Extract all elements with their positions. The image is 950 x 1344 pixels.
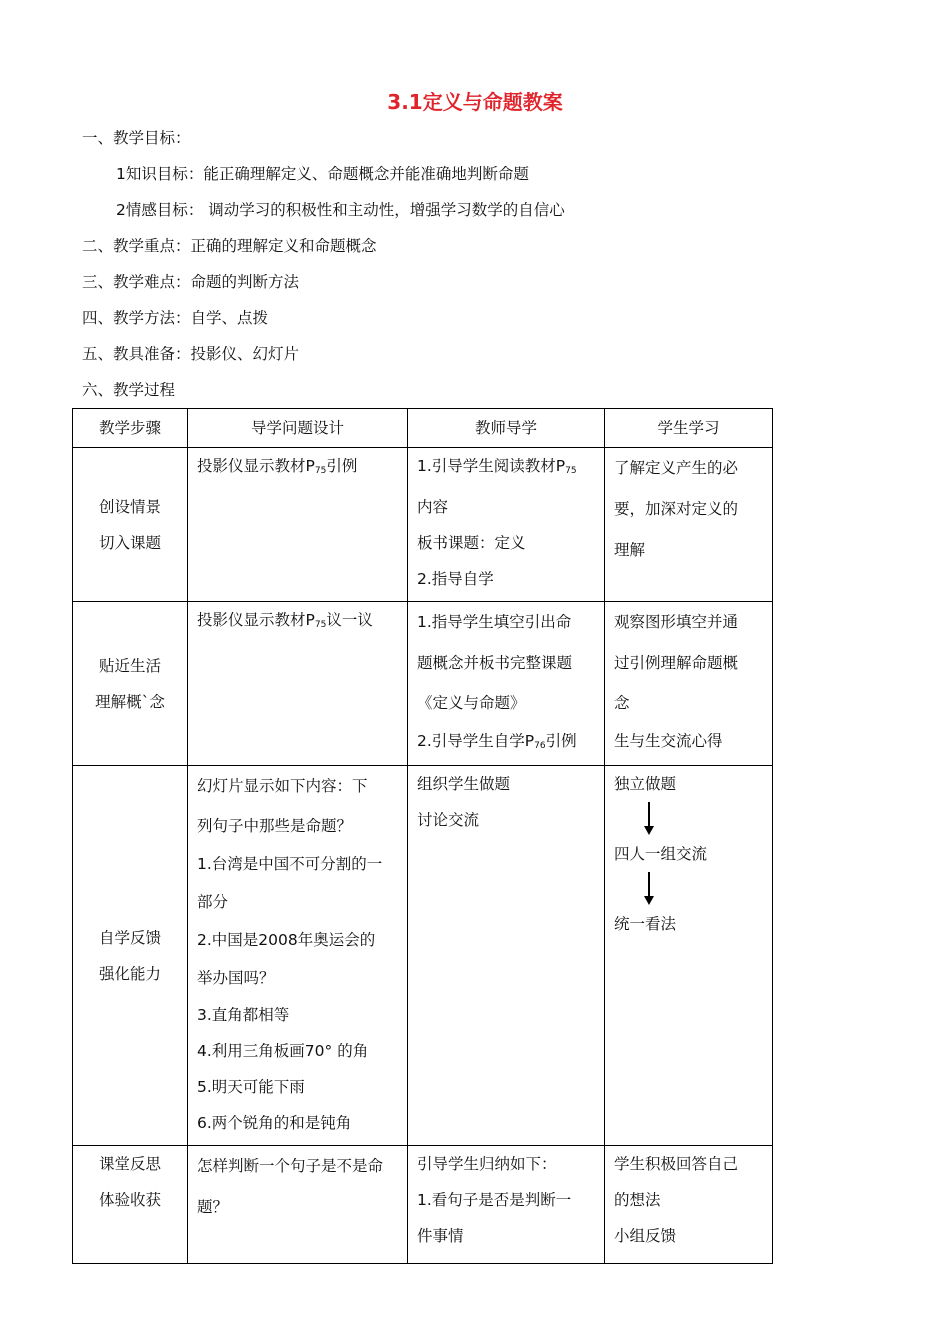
goal-emotion: 2情感目标： 调动学习的积极性和主动性，增强学习数学的自信心 [116, 201, 565, 219]
design-text: 5.明天可能下雨 [197, 1078, 305, 1096]
header-teacher: 教师导学 [408, 409, 605, 448]
down-arrow-icon [614, 802, 684, 836]
table-row [73, 766, 773, 1146]
step-label: 自学反馈 [98, 928, 161, 947]
design-text: 题？ [197, 1198, 229, 1216]
step-cell [73, 602, 188, 766]
student-text: 的想法 [614, 1191, 661, 1209]
table-row [73, 602, 773, 766]
design-cell [188, 766, 408, 1146]
student-text: 了解定义产生的必 [614, 459, 739, 477]
step-cell [73, 1146, 188, 1264]
teacher-text: 1.引导学生阅读教材$P_{75}$ [417, 457, 577, 476]
down-arrow-icon [614, 872, 684, 906]
header-student: 学生学习 [605, 409, 773, 448]
student-text: 小组反馈 [614, 1227, 677, 1245]
design-text: 1.台湾是中国不可分割的一 [197, 855, 383, 873]
step-label: 体验收获 [98, 1191, 161, 1209]
teacher-text: 组织学生做题 [417, 775, 511, 793]
design-text: 6.两个锐角的和是钝角 [197, 1114, 352, 1132]
design-cell [188, 1146, 408, 1264]
step-cell [73, 766, 188, 1146]
goal-knowledge: 1知识目标：能正确理解定义、命题概念并能准确地判断命题 [116, 165, 529, 183]
step-label: 贴近生活 [98, 656, 161, 675]
lesson-plan-table [72, 408, 773, 1264]
student-text: 统一看法 [614, 915, 677, 933]
student-text: 理解 [614, 541, 646, 559]
design-text: 列句子中那些是命题？ [197, 817, 353, 835]
design-text: 投影仪显示教材$P_{75}$引例 [197, 457, 358, 476]
teacher-cell [408, 448, 605, 602]
design-text: 投影仪显示教材$P_{75}$议一议 [197, 611, 373, 630]
student-text: 念 [614, 694, 630, 712]
table-header-row [73, 409, 773, 448]
document-title: 3.1定义与命题教案 [387, 90, 563, 114]
design-text: 4.利用三角板画70° 的角 [197, 1042, 369, 1060]
teacher-text: 件事情 [417, 1227, 464, 1245]
teacher-text: 1.指导学生填空引出命 [417, 613, 572, 631]
step-label: 强化能力 [98, 964, 161, 983]
teacher-text: 《定义与命题》 [417, 694, 526, 712]
student-text: 观察图形填空并通 [614, 613, 739, 631]
design-cell [188, 448, 408, 602]
goals-heading: 一、教学目标： [82, 129, 191, 147]
step-label: 切入课题 [98, 533, 161, 552]
step-label: 理解概`念 [95, 692, 165, 711]
teacher-text: 2.引导学生自学$P_{76}$引例 [417, 732, 577, 751]
design-text: 2.中国是2008年奥运会的 [197, 931, 376, 949]
teacher-text: 内容 [417, 498, 449, 516]
student-cell [605, 448, 773, 602]
design-text: 举办国吗？ [197, 969, 275, 987]
teacher-text: 讨论交流 [417, 811, 480, 829]
student-cell [605, 602, 773, 766]
design-text: 3.直角都相等 [197, 1006, 290, 1024]
teaching-process: 六、教学过程 [82, 381, 176, 399]
student-text: 四人一组交流 [614, 845, 708, 863]
design-text: 怎样判断一个句子是不是命 [197, 1157, 384, 1175]
design-text: 幻灯片显示如下内容：下 [197, 777, 368, 795]
teaching-method: 四、教学方法：自学、点拨 [82, 309, 269, 327]
student-cell [605, 766, 773, 1146]
teacher-text: 板书课题：定义 [417, 534, 526, 552]
teacher-text: 引导学生归纳如下： [417, 1155, 557, 1173]
difficulty: 三、教学难点：命题的判断方法 [82, 273, 300, 291]
design-text: 部分 [197, 893, 229, 911]
student-text: 生与生交流心得 [614, 732, 723, 750]
student-text: 独立做题 [614, 775, 677, 793]
header-design: 导学问题设计 [188, 409, 408, 448]
student-text: 要，加深对定义的 [614, 500, 739, 518]
design-cell [188, 602, 408, 766]
teacher-text: 题概念并板书完整课题 [417, 654, 573, 672]
table-row [73, 1146, 773, 1264]
teacher-cell [408, 1146, 605, 1264]
student-text: 学生积极回答自己 [614, 1155, 739, 1173]
student-text: 过引例理解命题概 [614, 654, 739, 672]
table-row [73, 448, 773, 602]
teacher-text: 1.看句子是否是判断一 [417, 1191, 572, 1209]
student-cell [605, 1146, 773, 1264]
key-point: 二、教学重点：正确的理解定义和命题概念 [82, 237, 377, 255]
header-step: 教学步骤 [73, 409, 188, 448]
teaching-tools: 五、教具准备：投影仪、幻灯片 [82, 345, 300, 363]
teacher-text: 2.指导自学 [417, 570, 494, 588]
step-label: 创设情景 [98, 497, 161, 516]
teacher-cell [408, 602, 605, 766]
teacher-cell [408, 766, 605, 1146]
step-label: 课堂反思 [98, 1155, 161, 1173]
step-cell [73, 448, 188, 602]
